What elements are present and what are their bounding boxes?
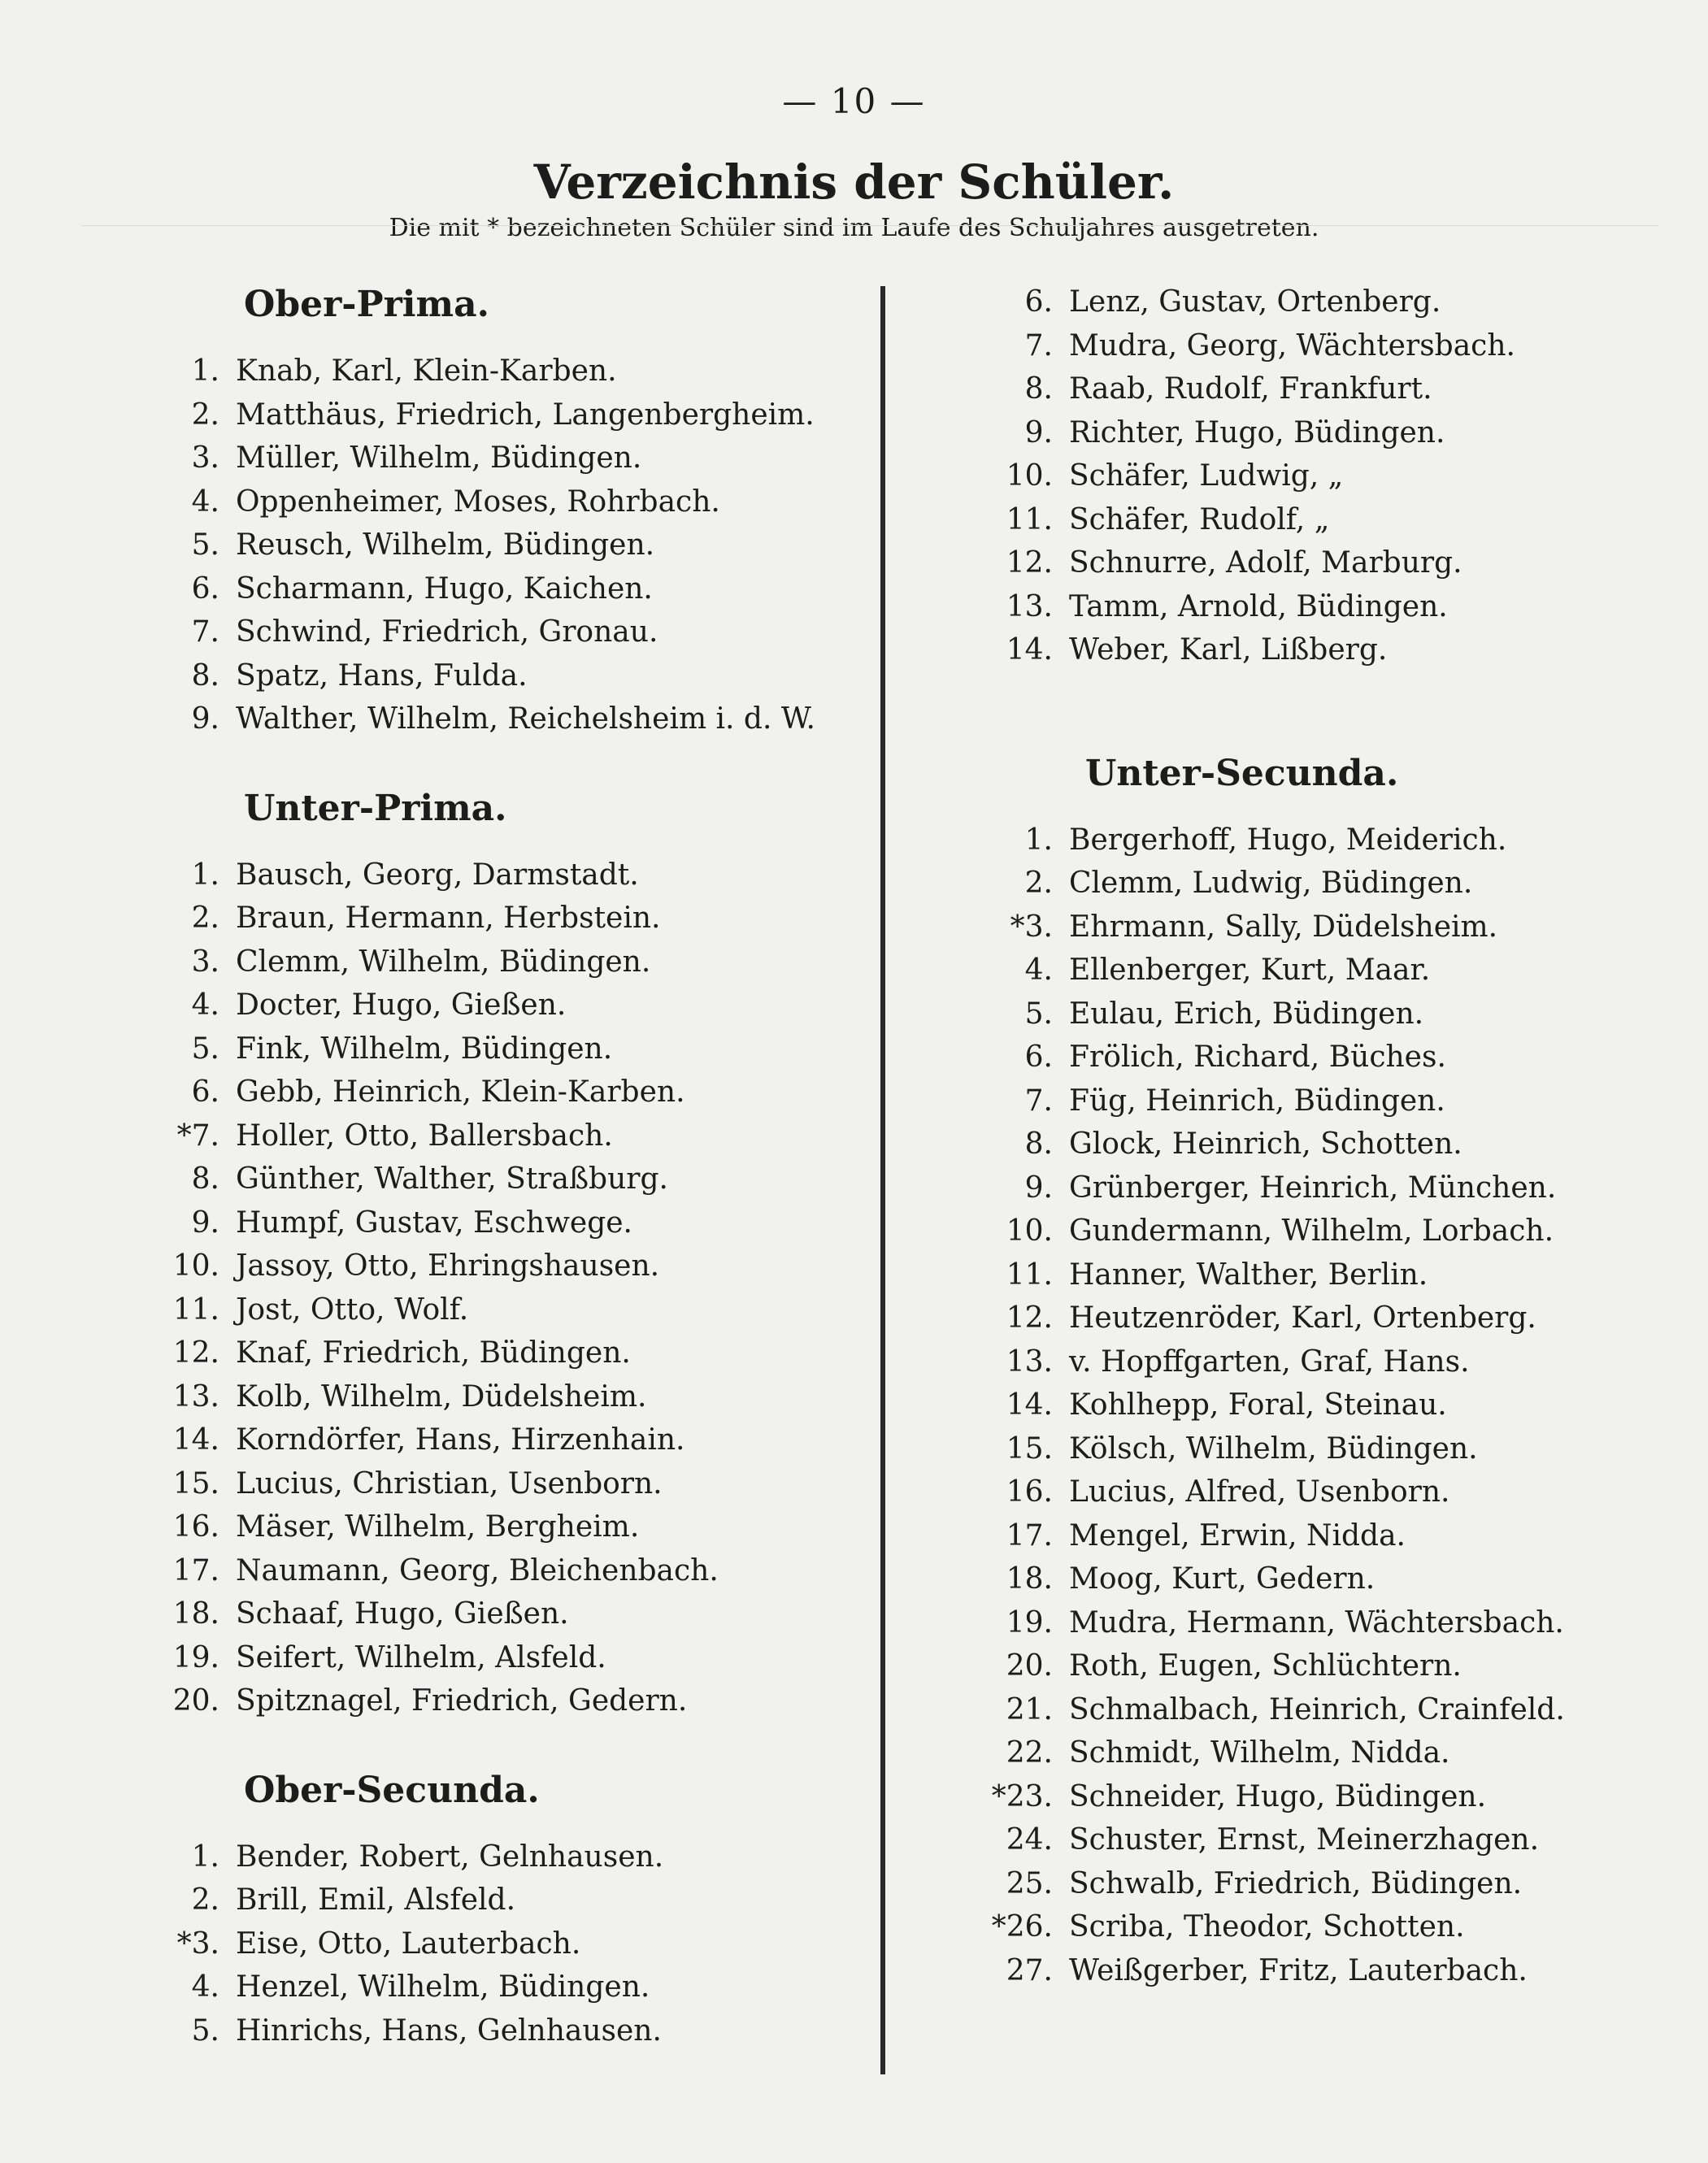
entry-number: 11.: [1006, 1257, 1053, 1292]
page-number: — 10 —: [782, 81, 926, 121]
entry-number: 18.: [172, 1597, 219, 1631]
entry-name: Bausch, Georg, Darmstadt.: [236, 858, 639, 892]
student-entry: [122, 1158, 854, 1201]
student-entry: [122, 523, 854, 567]
entry-name: Lucius, Christian, Usenborn.: [236, 1466, 663, 1501]
entry-name: Schuster, Ernst, Meinerzhagen.: [1069, 1823, 1540, 1857]
student-entry: [955, 1427, 1687, 1471]
entry-name: Knaf, Friedrich, Büdingen.: [236, 1336, 631, 1370]
entry-number: 12.: [1006, 546, 1053, 580]
entry-name: Bergerhoff, Hugo, Meiderich.: [1069, 823, 1507, 857]
entry-number: 19.: [172, 1640, 219, 1674]
entry-name: Füg, Heinrich, Büdingen.: [1069, 1084, 1445, 1118]
entry-number: 25.: [1006, 1866, 1053, 1900]
entry-name: Clemm, Ludwig, Büdingen.: [1069, 867, 1473, 900]
student-entry: [955, 1905, 1687, 1949]
entry-number: 8.: [1024, 1127, 1053, 1161]
entry-number: 7.: [1024, 328, 1053, 363]
student-entry: [955, 1253, 1687, 1297]
entry-name: Schwind, Friedrich, Gronau.: [236, 615, 658, 649]
student-entry: [122, 1592, 854, 1636]
student-entry: [955, 1470, 1687, 1514]
entry-number: 22.: [1006, 1736, 1053, 1770]
student-entry: [122, 1331, 854, 1375]
entry-name: Frölich, Richard, Büches.: [1069, 1040, 1446, 1074]
entry-number: 4.: [191, 1970, 219, 2004]
entry-name: Braun, Hermann, Herbstein.: [236, 901, 661, 935]
entry-number: 11.: [1006, 502, 1053, 536]
entry-number: 4.: [1024, 953, 1053, 987]
entry-number: 20.: [172, 1684, 219, 1718]
entry-name: Kohlhepp, Foral, Steinau.: [1069, 1388, 1447, 1422]
entry-name: Brill, Emil, Alsfeld.: [236, 1883, 516, 1917]
entry-number: 16.: [172, 1510, 219, 1544]
entry-number: 8.: [191, 1162, 219, 1196]
entry-name: Schaaf, Hugo, Gießen.: [236, 1597, 569, 1631]
entry-name: Schmalbach, Heinrich, Crainfeld.: [1069, 1692, 1565, 1726]
entry-name: v. Hopffgarten, Graf, Hans.: [1069, 1344, 1470, 1379]
entry-name: Jost, Otto, Wolf.: [236, 1292, 469, 1327]
entry-name: Ellenberger, Kurt, Maar.: [1069, 953, 1431, 987]
entry-number: 8.: [191, 658, 219, 693]
entry-number: *3.: [176, 1926, 219, 1961]
entry-number: 2.: [191, 901, 219, 935]
entry-number: 7.: [1024, 1084, 1053, 1118]
entry-name: Hinrichs, Hans, Gelnhausen.: [236, 2013, 662, 2048]
student-entry: [955, 1210, 1687, 1253]
student-entry: [122, 1114, 854, 1158]
student-entry: [955, 1123, 1687, 1166]
entry-name: Kölsch, Wilhelm, Büdingen.: [1069, 1431, 1478, 1466]
student-entry: [122, 567, 854, 611]
student-entry: [122, 1922, 854, 1966]
student-entry: [122, 2009, 854, 2053]
entry-number: 2.: [191, 1883, 219, 1917]
entry-name: Henzel, Wilhelm, Büdingen.: [236, 1970, 650, 2004]
entry-number: 1.: [1024, 823, 1053, 857]
entry-number: 5.: [191, 2013, 219, 2048]
student-entry: [955, 1340, 1687, 1384]
entry-name: Scharmann, Hugo, Kaichen.: [236, 571, 653, 606]
section-unter-prima: [122, 780, 854, 1723]
student-entry: [955, 541, 1687, 585]
entry-name: Müller, Wilhelm, Büdingen.: [236, 441, 642, 475]
entry-name: Schäfer, Rudolf, „: [1069, 502, 1330, 536]
entry-name: Spatz, Hans, Fulda.: [236, 658, 528, 693]
entry-number: 10.: [1006, 459, 1053, 493]
entry-name: Gundermann, Wilhelm, Lorbach.: [1069, 1214, 1554, 1248]
section-heading: Ober-Secunda.: [244, 1769, 540, 1811]
entry-name: Seifert, Wilhelm, Alsfeld.: [236, 1640, 606, 1674]
student-entry: [122, 393, 854, 437]
entry-number: 15.: [172, 1466, 219, 1501]
entry-name: Jassoy, Otto, Ehringshausen.: [236, 1249, 660, 1283]
entry-number: 21.: [1006, 1692, 1053, 1726]
student-entry: [122, 350, 854, 393]
student-entry: [955, 367, 1687, 411]
student-entry: [955, 992, 1687, 1036]
student-entry: [955, 1383, 1687, 1427]
entry-name: Schäfer, Ludwig, „: [1069, 459, 1344, 493]
section-heading: Unter-Secunda.: [1085, 752, 1399, 794]
entry-name: Schnurre, Adolf, Marburg.: [1069, 546, 1462, 580]
entry-name: Raab, Rudolf, Frankfurt.: [1069, 372, 1432, 406]
entry-number: 20.: [1006, 1649, 1053, 1683]
entry-number: 3.: [191, 945, 219, 979]
student-entry: [122, 437, 854, 480]
student-entry: [122, 984, 854, 1027]
student-entry: [122, 853, 854, 897]
section-ober-secunda: [122, 1762, 854, 2053]
entry-number: 4.: [191, 484, 219, 519]
entry-number: 10.: [1006, 1214, 1053, 1248]
left-column: [122, 276, 854, 2091]
entry-name: Günther, Walther, Straßburg.: [236, 1162, 668, 1196]
entry-name: Scriba, Theodor, Schotten.: [1069, 1910, 1465, 1944]
entry-name: Eulau, Erich, Büdingen.: [1069, 997, 1424, 1031]
entry-name: Reusch, Wilhelm, Büdingen.: [236, 528, 655, 562]
entry-name: Schwalb, Friedrich, Büdingen.: [1069, 1866, 1523, 1900]
entry-number: *7.: [176, 1118, 219, 1153]
student-entry: [955, 1079, 1687, 1123]
student-entry: [955, 1688, 1687, 1732]
student-entry: [955, 1296, 1687, 1340]
document-subtitle: Die mit * bezeichneten Schüler sind im Laufe des Schuljahres ausgetreten.: [389, 214, 1319, 242]
student-entry: [955, 1166, 1687, 1210]
column-divider: [880, 286, 885, 2074]
student-entry: [955, 1775, 1687, 1819]
entry-number: 3.: [191, 441, 219, 475]
entry-number: 1.: [191, 354, 219, 388]
student-entry: [122, 1244, 854, 1288]
entry-number: 10.: [172, 1249, 219, 1283]
student-entry: [955, 949, 1687, 992]
student-entry: [122, 697, 854, 741]
section-unter-secunda: [955, 745, 1687, 1993]
student-entry: [955, 906, 1687, 949]
entry-number: 6.: [191, 571, 219, 606]
entry-name: Holler, Otto, Ballersbach.: [236, 1118, 613, 1153]
entry-number: 2.: [191, 397, 219, 432]
entry-number: 15.: [1006, 1431, 1053, 1466]
entry-name: Clemm, Wilhelm, Büdingen.: [236, 945, 651, 979]
entry-number: 1.: [191, 858, 219, 892]
student-entry: [955, 280, 1687, 324]
entry-name: Heutzenröder, Karl, Ortenberg.: [1069, 1301, 1536, 1335]
entry-name: Tamm, Arnold, Büdingen.: [1069, 589, 1448, 623]
document-title: Verzeichnis der Schüler.: [533, 154, 1175, 210]
entry-name: Walther, Wilhelm, Reichelsheim i. d. W.: [236, 702, 816, 736]
student-entry: [122, 1549, 854, 1593]
student-entry: [122, 1505, 854, 1549]
student-entry: [122, 1679, 854, 1723]
section-heading: Unter-Prima.: [244, 787, 507, 829]
section-ober-secunda-continued: [955, 280, 1687, 672]
entry-number: 8.: [1024, 372, 1053, 406]
entry-name: Spitznagel, Friedrich, Gedern.: [236, 1684, 688, 1718]
student-entry: [122, 1462, 854, 1506]
student-entry: [122, 1965, 854, 2009]
entry-name: Weißgerber, Fritz, Lauterbach.: [1069, 1953, 1528, 1987]
entry-number: 12.: [1006, 1301, 1053, 1335]
entry-number: 18.: [1006, 1562, 1053, 1596]
student-entry: [122, 1027, 854, 1071]
entry-number: 9.: [191, 1205, 219, 1240]
student-entry: [955, 1036, 1687, 1079]
student-entry: [122, 1418, 854, 1462]
student-entry: [122, 1636, 854, 1680]
student-entry: [955, 1949, 1687, 1993]
entry-number: *26.: [991, 1910, 1053, 1944]
entry-name: Humpf, Gustav, Eschwege.: [236, 1205, 633, 1240]
student-entry: [955, 819, 1687, 862]
student-entry: [955, 1514, 1687, 1558]
entry-number: 9.: [191, 702, 219, 736]
entry-name: Gebb, Heinrich, Klein-Karben.: [236, 1075, 685, 1109]
entry-number: 9.: [1024, 1171, 1053, 1205]
entry-name: Schneider, Hugo, Büdingen.: [1069, 1779, 1487, 1813]
entry-number: 14.: [1006, 1388, 1053, 1422]
student-entry: [122, 1071, 854, 1114]
entry-name: Roth, Eugen, Schlüchtern.: [1069, 1649, 1462, 1683]
entry-name: Mengel, Erwin, Nidda.: [1069, 1518, 1406, 1553]
section-heading: Ober-Prima.: [244, 284, 489, 325]
entry-name: Glock, Heinrich, Schotten.: [1069, 1127, 1462, 1161]
entry-name: Matthäus, Friedrich, Langenbergheim.: [236, 397, 815, 432]
entry-name: Naumann, Georg, Bleichenbach.: [236, 1553, 719, 1588]
student-entry: [122, 940, 854, 984]
entry-number: 6.: [191, 1075, 219, 1109]
entry-number: *3.: [1010, 910, 1053, 944]
entry-name: Ehrmann, Sally, Düdelsheim.: [1069, 910, 1498, 944]
entry-name: Mudra, Georg, Wächtersbach.: [1069, 328, 1515, 363]
student-entry: [122, 610, 854, 654]
entry-number: 17.: [172, 1553, 219, 1588]
student-entry: [122, 1375, 854, 1419]
entry-name: Mäser, Wilhelm, Bergheim.: [236, 1510, 640, 1544]
entry-number: 6.: [1024, 1040, 1053, 1074]
entry-name: Korndörfer, Hans, Hirzenhain.: [236, 1423, 685, 1457]
student-entry: [955, 411, 1687, 455]
student-entry: [955, 454, 1687, 498]
student-entry: [122, 1879, 854, 1922]
student-entry: [955, 1644, 1687, 1688]
entry-name: Bender, Robert, Gelnhausen.: [236, 1839, 664, 1874]
entry-name: Docter, Hugo, Gießen.: [236, 988, 567, 1022]
entry-number: *23.: [991, 1779, 1053, 1813]
entry-number: 5.: [191, 1032, 219, 1066]
entry-number: 27.: [1006, 1953, 1053, 1987]
student-entry: [955, 498, 1687, 542]
entry-name: Knab, Karl, Klein-Karben.: [236, 354, 617, 388]
entry-number: 11.: [172, 1292, 219, 1327]
entry-name: Hanner, Walther, Berlin.: [1069, 1257, 1428, 1292]
entry-number: 7.: [191, 615, 219, 649]
entry-number: 14.: [1006, 633, 1053, 667]
student-entry: [955, 1557, 1687, 1601]
student-entry: [122, 897, 854, 940]
entry-number: 2.: [1024, 867, 1053, 900]
entry-name: Lucius, Alfred, Usenborn.: [1069, 1475, 1450, 1509]
entry-name: Kolb, Wilhelm, Düdelsheim.: [236, 1379, 647, 1414]
right-column: [955, 280, 1687, 2031]
entry-number: 24.: [1006, 1823, 1053, 1857]
entry-name: Moog, Kurt, Gedern.: [1069, 1562, 1376, 1596]
entry-number: 13.: [172, 1379, 219, 1414]
entry-number: 13.: [1006, 589, 1053, 623]
student-entry: [122, 654, 854, 698]
entry-name: Richter, Hugo, Büdingen.: [1069, 415, 1445, 450]
student-entry: [955, 1818, 1687, 1862]
entry-number: 4.: [191, 988, 219, 1022]
entry-name: Fink, Wilhelm, Büdingen.: [236, 1032, 613, 1066]
entry-name: Oppenheimer, Moses, Rohrbach.: [236, 484, 720, 519]
entry-name: Mudra, Hermann, Wächtersbach.: [1069, 1605, 1564, 1640]
entry-name: Weber, Karl, Lißberg.: [1069, 633, 1388, 667]
entry-name: Grünberger, Heinrich, München.: [1069, 1171, 1557, 1205]
student-entry: [955, 1601, 1687, 1645]
entry-number: 13.: [1006, 1344, 1053, 1379]
student-entry: [955, 862, 1687, 906]
entry-number: 16.: [1006, 1475, 1053, 1509]
student-entry: [955, 324, 1687, 368]
student-entry: [122, 1835, 854, 1879]
entry-number: 14.: [172, 1423, 219, 1457]
student-entry: [955, 1731, 1687, 1775]
entry-number: 5.: [1024, 997, 1053, 1031]
entry-number: 17.: [1006, 1518, 1053, 1553]
entry-number: 9.: [1024, 415, 1053, 450]
student-entry: [122, 1288, 854, 1332]
student-entry: [955, 585, 1687, 629]
section-ober-prima: [122, 276, 854, 741]
entry-number: 6.: [1024, 285, 1053, 319]
entry-number: 5.: [191, 528, 219, 562]
student-entry: [122, 1201, 854, 1245]
student-entry: [955, 1862, 1687, 1906]
top-rule: [81, 225, 1658, 226]
entry-number: 12.: [172, 1336, 219, 1370]
entry-number: 1.: [191, 1839, 219, 1874]
student-entry: [955, 628, 1687, 672]
student-entry: [122, 480, 854, 524]
entry-name: Schmidt, Wilhelm, Nidda.: [1069, 1736, 1450, 1770]
entry-name: Eise, Otto, Lauterbach.: [236, 1926, 581, 1961]
entry-name: Lenz, Gustav, Ortenberg.: [1069, 285, 1441, 319]
entry-number: 19.: [1006, 1605, 1053, 1640]
